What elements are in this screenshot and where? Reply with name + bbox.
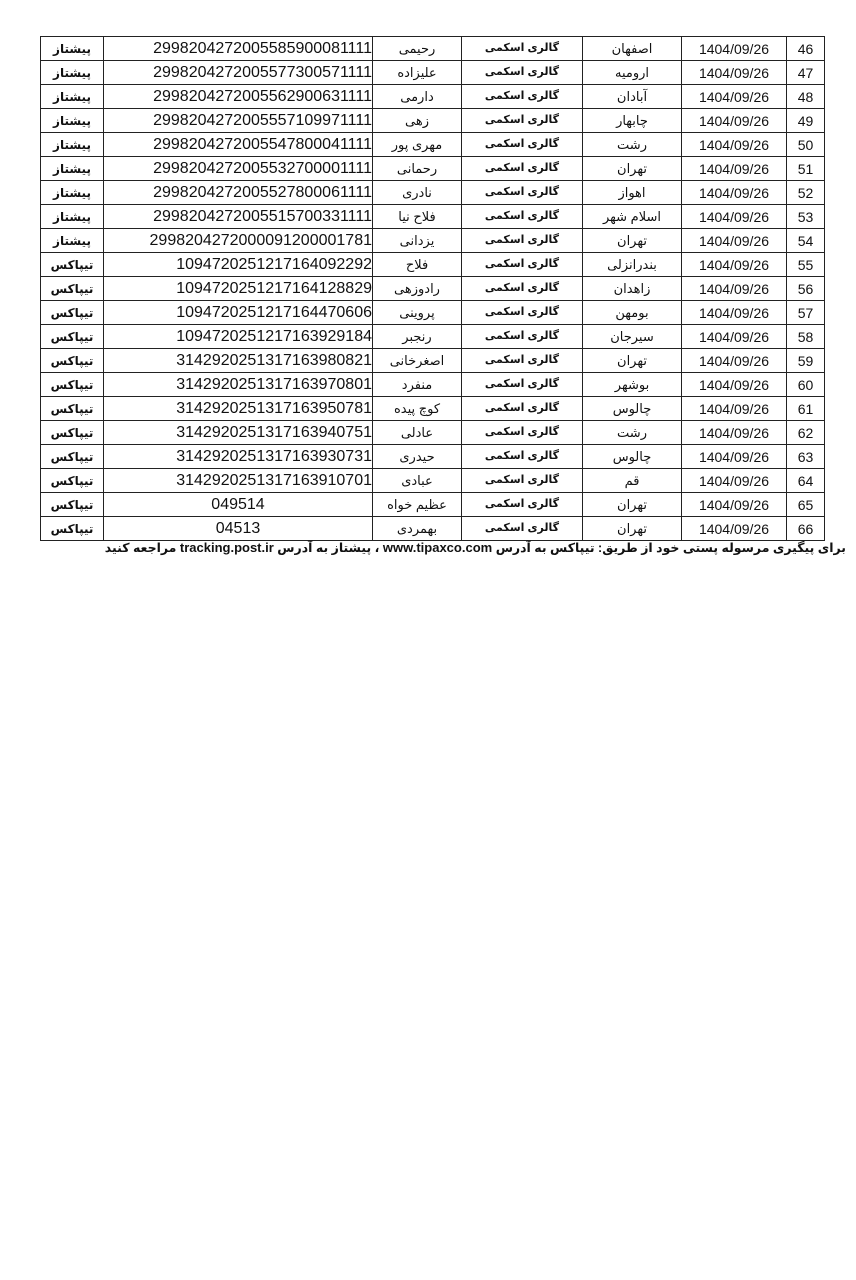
date-cell: 1404/09/26 [682, 349, 787, 373]
customer-name-cell: یزدانی [373, 229, 462, 253]
row-number-cell: 50 [787, 133, 825, 157]
footer-text-part1: برای پیگیری مرسوله پستی خود از طریق: تیپاکس به آدرس [495, 541, 846, 555]
tracking-code-cell: 2998204272005547800041111 [104, 133, 373, 157]
row-number-cell: 56 [787, 277, 825, 301]
tracking-code-cell: 049514 [104, 493, 373, 517]
tracking-code-cell: 2998204272005532700001111 [104, 157, 373, 181]
tracking-code-cell: 1094720251217163929184 [104, 325, 373, 349]
city-cell: اصفهان [583, 37, 682, 61]
gallery-cell: گالری اسکمی [462, 277, 583, 301]
tracking-code-cell: 3142920251317163940751 [104, 421, 373, 445]
date-cell: 1404/09/26 [682, 517, 787, 541]
carrier-cell: پیشتاز [41, 85, 104, 109]
row-number-cell: 62 [787, 421, 825, 445]
row-number-cell: 66 [787, 517, 825, 541]
carrier-cell: پیشتاز [41, 37, 104, 61]
row-number-cell: 65 [787, 493, 825, 517]
row-number-cell: 49 [787, 109, 825, 133]
footer-text-part3: مراجعه کنید [104, 541, 177, 555]
carrier-cell: تیپاکس [41, 445, 104, 469]
carrier-cell: پیشتاز [41, 181, 104, 205]
date-cell: 1404/09/26 [682, 493, 787, 517]
gallery-cell: گالری اسکمی [462, 133, 583, 157]
gallery-cell: گالری اسکمی [462, 493, 583, 517]
date-cell: 1404/09/26 [682, 445, 787, 469]
city-cell: بوشهر [583, 373, 682, 397]
date-cell: 1404/09/26 [682, 325, 787, 349]
date-cell: 1404/09/26 [682, 85, 787, 109]
date-cell: 1404/09/26 [682, 253, 787, 277]
tracking-code-cell: 1094720251217164470606 [104, 301, 373, 325]
gallery-cell: گالری اسکمی [462, 61, 583, 85]
tracking-code-cell: 1094720251217164092292 [104, 253, 373, 277]
city-cell: رشت [583, 133, 682, 157]
city-cell: زاهدان [583, 277, 682, 301]
customer-name-cell: اصغرخانی [373, 349, 462, 373]
customer-name-cell: علیزاده [373, 61, 462, 85]
customer-name-cell: رحیمی [373, 37, 462, 61]
customer-name-cell: دارمی [373, 85, 462, 109]
carrier-cell: تیپاکس [41, 277, 104, 301]
row-number-cell: 64 [787, 469, 825, 493]
tracking-code-cell: 3142920251317163930731 [104, 445, 373, 469]
table-row [41, 445, 825, 469]
table-row [41, 349, 825, 373]
gallery-cell: گالری اسکمی [462, 253, 583, 277]
row-number-cell: 55 [787, 253, 825, 277]
row-number-cell: 58 [787, 325, 825, 349]
carrier-cell: تیپاکس [41, 373, 104, 397]
customer-name-cell: کوچ پیده [373, 397, 462, 421]
table-row [41, 469, 825, 493]
table-row [41, 205, 825, 229]
city-cell: تهران [583, 229, 682, 253]
carrier-cell: تیپاکس [41, 421, 104, 445]
city-cell: بندرانزلی [583, 253, 682, 277]
table-row [41, 517, 825, 541]
tracking-code-cell: 3142920251317163910701 [104, 469, 373, 493]
table-row [41, 133, 825, 157]
city-cell: چالوس [583, 445, 682, 469]
date-cell: 1404/09/26 [682, 157, 787, 181]
tracking-code-cell: 2998204272005515700331111 [104, 205, 373, 229]
row-number-cell: 47 [787, 61, 825, 85]
gallery-cell: گالری اسکمی [462, 229, 583, 253]
row-number-cell: 61 [787, 397, 825, 421]
customer-name-cell: منفرد [373, 373, 462, 397]
customer-name-cell: مهری پور [373, 133, 462, 157]
customer-name-cell: نادری [373, 181, 462, 205]
customer-name-cell: عادلی [373, 421, 462, 445]
gallery-cell: گالری اسکمی [462, 469, 583, 493]
customer-name-cell: رحمانی [373, 157, 462, 181]
row-number-cell: 48 [787, 85, 825, 109]
row-number-cell: 59 [787, 349, 825, 373]
date-cell: 1404/09/26 [682, 421, 787, 445]
city-cell: قم [583, 469, 682, 493]
gallery-cell: گالری اسکمی [462, 109, 583, 133]
tracking-code-cell: 04513 [104, 517, 373, 541]
carrier-cell: تیپاکس [41, 493, 104, 517]
table-row [41, 397, 825, 421]
carrier-cell: پیشتاز [41, 205, 104, 229]
carrier-cell: پیشتاز [41, 133, 104, 157]
tracking-code-cell: 3142920251317163950781 [104, 397, 373, 421]
gallery-cell: گالری اسکمی [462, 517, 583, 541]
table-row [41, 421, 825, 445]
row-number-cell: 54 [787, 229, 825, 253]
customer-name-cell: پروینی [373, 301, 462, 325]
table-row [41, 157, 825, 181]
table-row [41, 493, 825, 517]
tracking-code-cell: 2998204272000091200001781 [104, 229, 373, 253]
gallery-cell: گالری اسکمی [462, 37, 583, 61]
city-cell: تهران [583, 157, 682, 181]
carrier-cell: تیپاکس [41, 397, 104, 421]
table-row [41, 325, 825, 349]
gallery-cell: گالری اسکمی [462, 397, 583, 421]
table-row [41, 109, 825, 133]
gallery-cell: گالری اسکمی [462, 181, 583, 205]
customer-name-cell: رادوزهی [373, 277, 462, 301]
table-row [41, 85, 825, 109]
date-cell: 1404/09/26 [682, 277, 787, 301]
gallery-cell: گالری اسکمی [462, 445, 583, 469]
row-number-cell: 63 [787, 445, 825, 469]
date-cell: 1404/09/26 [682, 37, 787, 61]
tracking-footer-note [40, 540, 846, 555]
shipments-table-body [41, 37, 825, 541]
city-cell: تهران [583, 349, 682, 373]
tracking-code-cell: 2998204272005527800061111 [104, 181, 373, 205]
footer-text-part2: ، پیشتاز به آدرس [277, 541, 380, 555]
city-cell: تهران [583, 517, 682, 541]
date-cell: 1404/09/26 [682, 469, 787, 493]
tipax-url-link[interactable]: www.tipaxco.com [382, 540, 493, 555]
city-cell: ارومیه [583, 61, 682, 85]
date-cell: 1404/09/26 [682, 109, 787, 133]
gallery-cell: گالری اسکمی [462, 85, 583, 109]
row-number-cell: 60 [787, 373, 825, 397]
date-cell: 1404/09/26 [682, 61, 787, 85]
shipments-table [40, 36, 825, 541]
table-row [41, 229, 825, 253]
tracking-code-cell: 2998204272005562900631111 [104, 85, 373, 109]
gallery-cell: گالری اسکمی [462, 301, 583, 325]
date-cell: 1404/09/26 [682, 397, 787, 421]
carrier-cell: پیشتاز [41, 157, 104, 181]
date-cell: 1404/09/26 [682, 205, 787, 229]
city-cell: اسلام شهر [583, 205, 682, 229]
gallery-cell: گالری اسکمی [462, 421, 583, 445]
row-number-cell: 52 [787, 181, 825, 205]
gallery-cell: گالری اسکمی [462, 373, 583, 397]
customer-name-cell: بهمردی [373, 517, 462, 541]
table-row [41, 61, 825, 85]
gallery-cell: گالری اسکمی [462, 325, 583, 349]
table-row [41, 301, 825, 325]
date-cell: 1404/09/26 [682, 301, 787, 325]
table-row [41, 181, 825, 205]
carrier-cell: تیپاکس [41, 349, 104, 373]
tracking-code-cell: 1094720251217164128829 [104, 277, 373, 301]
city-cell: چالوس [583, 397, 682, 421]
tracking-code-cell: 2998204272005557109971111 [104, 109, 373, 133]
customer-name-cell: زهی [373, 109, 462, 133]
customer-name-cell: فلاح [373, 253, 462, 277]
city-cell: بومهن [583, 301, 682, 325]
carrier-cell: پیشتاز [41, 61, 104, 85]
carrier-cell: تیپاکس [41, 301, 104, 325]
date-cell: 1404/09/26 [682, 229, 787, 253]
city-cell: چابهار [583, 109, 682, 133]
customer-name-cell: رنجبر [373, 325, 462, 349]
post-tracking-url-link[interactable]: tracking.post.ir [179, 540, 274, 555]
date-cell: 1404/09/26 [682, 133, 787, 157]
table-row [41, 37, 825, 61]
row-number-cell: 57 [787, 301, 825, 325]
customer-name-cell: حیدری [373, 445, 462, 469]
tracking-code-cell: 2998204272005577300571111 [104, 61, 373, 85]
tracking-code-cell: 3142920251317163970801 [104, 373, 373, 397]
date-cell: 1404/09/26 [682, 373, 787, 397]
customer-name-cell: فلاح نیا [373, 205, 462, 229]
carrier-cell: تیپاکس [41, 517, 104, 541]
customer-name-cell: عبادی [373, 469, 462, 493]
city-cell: سیرجان [583, 325, 682, 349]
table-row [41, 253, 825, 277]
date-cell: 1404/09/26 [682, 181, 787, 205]
row-number-cell: 53 [787, 205, 825, 229]
row-number-cell: 51 [787, 157, 825, 181]
table-row [41, 277, 825, 301]
city-cell: اهواز [583, 181, 682, 205]
city-cell: تهران [583, 493, 682, 517]
tracking-code-cell: 3142920251317163980821 [104, 349, 373, 373]
carrier-cell: پیشتاز [41, 229, 104, 253]
city-cell: آبادان [583, 85, 682, 109]
gallery-cell: گالری اسکمی [462, 157, 583, 181]
carrier-cell: پیشتاز [41, 109, 104, 133]
tracking-code-cell: 2998204272005585900081111 [104, 37, 373, 61]
city-cell: رشت [583, 421, 682, 445]
customer-name-cell: عظیم خواه [373, 493, 462, 517]
carrier-cell: تیپاکس [41, 469, 104, 493]
gallery-cell: گالری اسکمی [462, 205, 583, 229]
carrier-cell: تیپاکس [41, 253, 104, 277]
carrier-cell: تیپاکس [41, 325, 104, 349]
row-number-cell: 46 [787, 37, 825, 61]
table-row [41, 373, 825, 397]
gallery-cell: گالری اسکمی [462, 349, 583, 373]
